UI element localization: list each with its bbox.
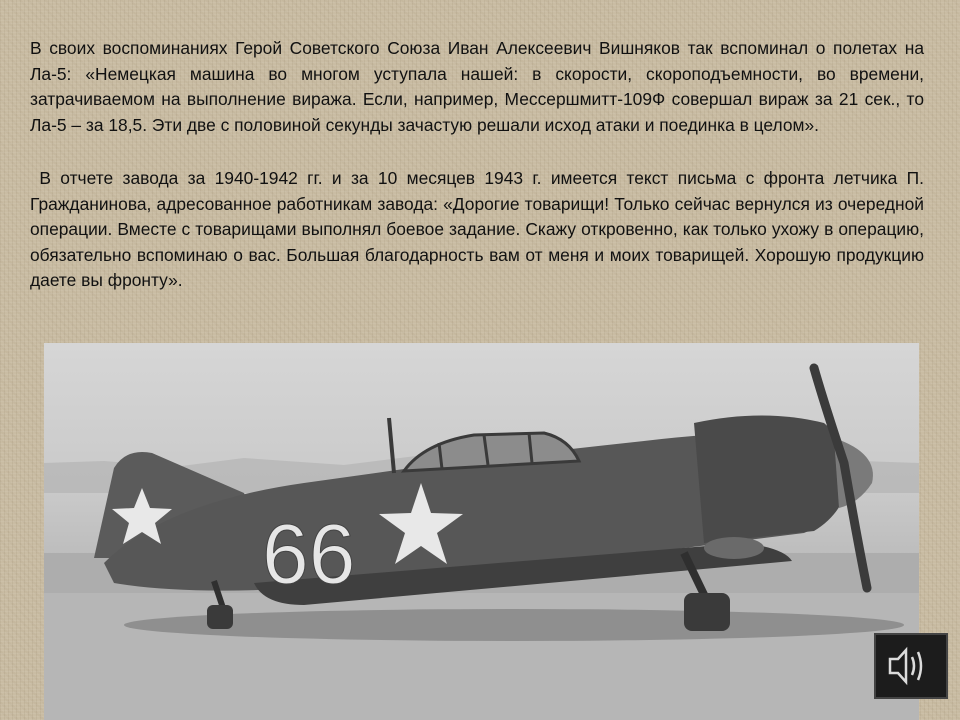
article-text — [30, 36, 924, 294]
tail-number: 66 — [262, 507, 356, 601]
la5-aircraft-photo — [44, 343, 919, 720]
paragraph-2 — [30, 166, 924, 294]
audio-button[interactable] — [874, 633, 948, 699]
speaker-icon — [876, 635, 946, 697]
paragraph-2-text: В отчете завода за 1940-1942 гг. и за 10 месяцев 1943 г. имеется текст письма с фронта летчика П. Гражданинова, адресованное работникам завода: «Дорогие товарищи! Только сейчас вернулся из очередной операции. Вместе с товарищами выполнял боевое задание. Скажу откровенно, как только ухожу в операцию, обязательно вспоминаю о вас. Большая благодарность вам от меня и моих товарищей. Хорошую продукцию даете вы фронту». — [30, 168, 924, 290]
paragraph-1: В своих воспоминаниях Герой Советского Союза Иван Алексеевич Вишняков так вспоминал о полетах на Ла-5: «Немецкая машина во многом уступала нашей: в скорости, скороподъемности, во времени, затрачиваемом на выполнение виража. Если, например, Мессершмитт-109Ф совершал вираж за 21 сек., то Ла-5 – за 18,5. Эти две с половиной секунды зачастую решали исход атаки и поединка в целом». — [30, 38, 924, 135]
aircraft-illustration — [44, 343, 919, 720]
